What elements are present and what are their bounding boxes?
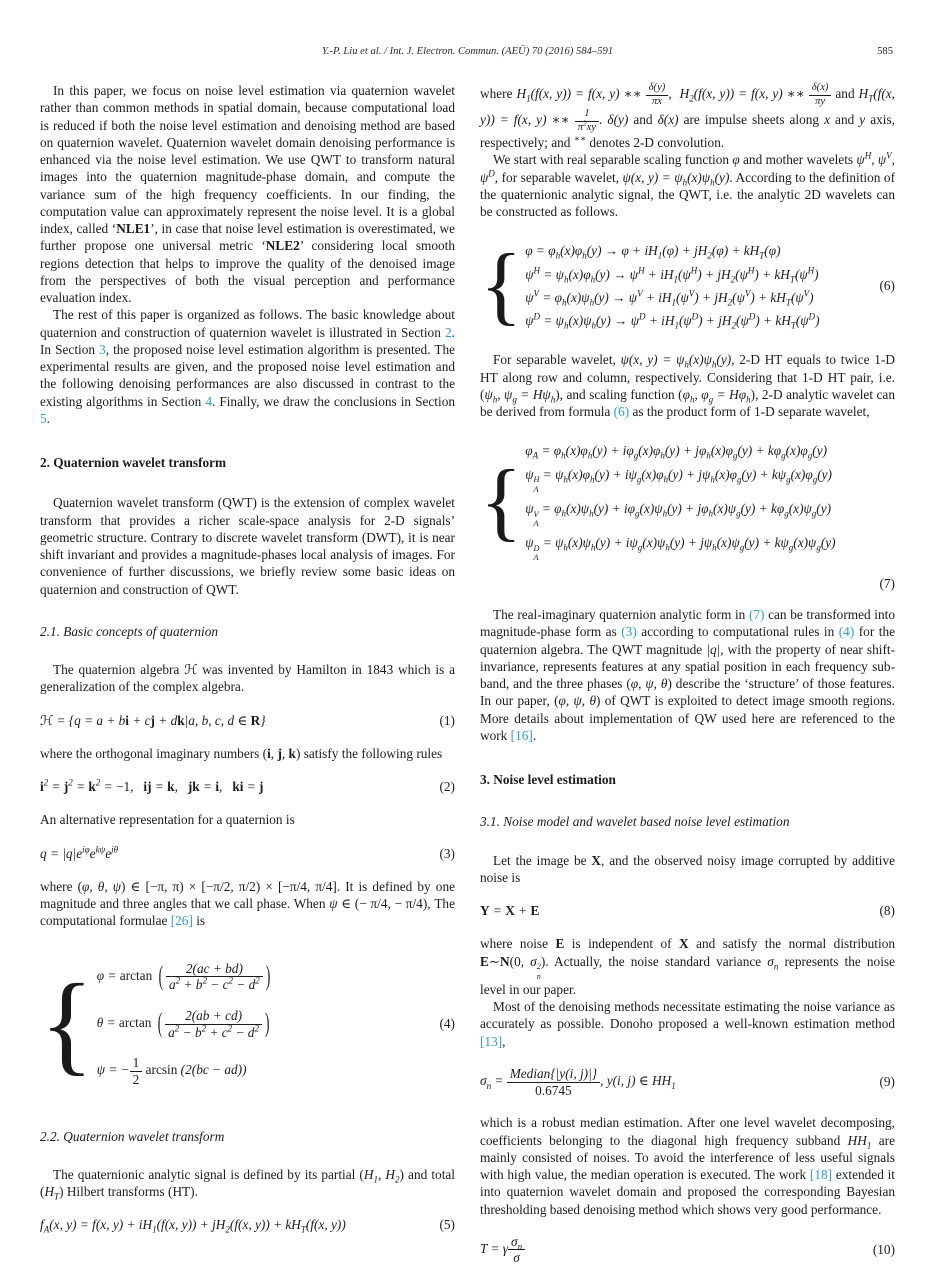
scaling-function-paragraph: We start with real separable scaling function φ and mother wavelets $\psi^H$, $\psi^V$, $\psi^D$, for separable wavelet, ψ(x, $y) = \psi_h(x)\psi_h(y)$. According to the definition of the quaternionic analytic signal, the QWT, i.e. the analytic 2D wavelets can be constructed as follows. [480, 151, 896, 220]
equation-8 [480, 902, 895, 919]
equation-7-number: (7) [879, 575, 895, 591]
noise-model-paragraph: Let the image be X, and the observed noisy image corrupted by additive noise is [480, 852, 895, 885]
donoho-method-paragraph: Most of the denoising methods necessitate estimating the noise variance as accurately as possible. Donoho proposed a well-known estimation method [13], [480, 999, 895, 1049]
equation-3-number: (3) [439, 845, 455, 861]
equation-10-body: T = γ $\frac{\sigma_n}{\sigma}$ [480, 1234, 867, 1266]
equation-6-body: $\varphi = \varphi_h(x)\varphi_h(y) \to \varphi + iH_1(\varphi) + jH_2(\varphi) + kH_T(\varphi)$ $\psi^H = \psi_h(x)\varphi_h(y) \to \psi^H + iH_1(\psi^H) + jH_2(\psi^H) + kH_T(\psi^H)$ $\psi^V = \varphi_h(x)\psi_h(y) \to \psi^V + iH_1(\psi^V) + jH_2(\psi^V) + kH_T(\psi^V)$ $\psi^D = \psi_h(x)\psi_h(y) \to \psi^D + iH_1(\psi^D) + jH_2(\psi^D) + kH_T(\psi^D)$ [525, 243, 820, 331]
equation-6: { $\varphi = \varphi_h(x)\varphi_h(y) \to \varphi + iH_1(\varphi) + jH_2(\varphi) + kH_T(\varphi)$ $\psi^H = \psi_h(x)\varphi_h(y) \to \psi^H + iH_1(\psi^H) + jH_2(\psi^H) + kH_T(\psi^H)$ $\psi^V = \varphi_h(x)\psi_h(y) \to \psi^V + iH_1(\psi^V) + jH_2(\psi^V) + kH_T(\psi^V)$ $\psi^D = \psi_h(x)\psi_h(y) \to \psi^D + iH_1(\psi^D) + jH_2(\psi^D) + kH_T(\psi^D)$ (6) [480, 236, 895, 334]
noise-distribution-paragraph: where noise E is independent of X and satisfy the normal distribution E∼N(0, σ 2 n ). Actually, the noise standard variance $\sigma_n$ represents the noise level in our paper. [480, 936, 895, 997]
citation-link[interactable]: 3 [99, 341, 106, 357]
two-column-body [40, 82, 895, 1282]
equation-7-body: $\varphi_A = \varphi_h(x)\varphi_h(y) + i\varphi_g(x)\varphi_h(y) + j\varphi_h(x)\varphi_g(y) + k\varphi_g(x)\varphi_g(y)$ ψ H A = $\psi_h(x)\varphi_h(y) + i\psi_g(x)\varphi_h(y) + j\psi_h(x)\varphi_g(y) + k\psi_g(x)\varphi_g(y)$ ψ V A = $\varphi_h(x)\psi_h(y) + i\varphi_g(x)\psi_h(y) + j\varphi_h(x)\psi_g(y) + k\varphi_g(x)\psi_g(y)$ ψ D A = $\psi_h(x)\psi_h(y) + i\psi_g(x)\psi_h(y) + j\psi_h(x)\psi_g(y) + k\psi_g(x)\psi_g(y)$ [525, 443, 836, 562]
equation-9 [480, 1066, 895, 1098]
equation-9-body: $\sigma_n$ = $\frac{\text{Median\{|y(i, j)|\}}}{0.6745}$ , y(i, j) ∈ $HH_1$ [480, 1065, 676, 1098]
magnitude-phase-paragraph: The real-imaginary quaternion analytic form in (7) can be transformed into magnitude-phase form as (3) according to computational rules in (4) for the quaternion algebra. The QWT magnitude |q|, with the property of near shift-invariance, represents features at any spatial position in each frequency sub-band, and the three phases (φ, ψ, θ) describe the ‘structure’ of those features. In our paper, (φ, ψ, θ) of QWT is exploited to detect image smooth regions. More details about implementation of QW used here are referenced to the work [16]. [480, 607, 896, 743]
citation-link[interactable]: [16] [510, 727, 533, 743]
citation-link[interactable]: [26] [170, 913, 193, 929]
equation-4-body: φ = arctan ( $\frac{2(ac + bd)}{a^2 + b^2 - c^2 - d^2}$ ) θ = arctan ( $\frac{2(ab + cd)}{a^2 - b^2 + c^2 - d^2}$ ) ψ = − $\frac{1}{2}$ arcsin (2(bc − ad)) [96, 959, 271, 1087]
phase-definition-paragraph: where (φ, θ, ψ) ∈ [−π, π) × [−π/2, π/2) × [−π/4, π/4]. It is defined by one magnitude and three angles that we call phase. When ψ ∈ (− π/4, − π/4), The computational formulae [26] is [40, 878, 455, 929]
left-column [40, 82, 455, 1282]
imaginary-numbers-paragraph: where the orthogonal imaginary numbers (i, j, k) satisfy the following rules [40, 745, 443, 761]
citation-link[interactable]: (7) [748, 607, 765, 623]
equation-10-number: (10) [872, 1242, 895, 1258]
analytic-signal-paragraph: The quaternionic analytic signal is defined by its partial ($H_1$, $H_2$) and total $(H_T)$ Hilbert transforms (HT). [40, 1166, 455, 1202]
running-title: Y.-P. Liu et al. / Int. J. Electron. Commun. (AEÜ) 70 (2016) 584–591 [321, 46, 614, 57]
equation-6-number: (6) [879, 278, 895, 294]
equation-1-number: (1) [439, 712, 455, 728]
equation-4-number: (4) [439, 1016, 455, 1032]
alternative-representation-paragraph: An alternative representation for a quaternion is [40, 812, 295, 828]
equation-5-body: $f_A(x$, y) = f(x, $y) + iH_1(f(x$, $y)) + jH_2(f(x$, $y)) + kH_T(f(x$, y)) [40, 1217, 346, 1236]
citation-link[interactable]: (6) [613, 404, 630, 420]
separable-wavelet-paragraph: For separable wavelet, ψ(x, $y) = \psi_h(x)\psi_h(y)$, 2-D HT equals to twice 1-D HT along row and column, respectively. Considering that 1-D HT pair, i.e. ($\psi_h$, $\psi_g = H\psi_h$), and scaling function ($\varphi_h$, $\varphi_g = H\varphi_h$), 2-D analytic wavelet can be derived from formula (6) as the product form of 1-D separate wavelet, [480, 352, 895, 420]
equation-5 [40, 1216, 455, 1236]
right-column [480, 82, 895, 1282]
quaternion-algebra-paragraph: The quaternion algebra ℋ was invented by Hamilton in 1843 which is a generalization of the complex algebra. [40, 662, 455, 695]
page-number: 585 [877, 46, 893, 57]
equation-10 [480, 1234, 895, 1266]
citation-link[interactable]: 2 [445, 324, 452, 340]
equation-2-body: $i^2 = j^2 = k^2 = -1$, ij = k, jk = i, ki = j [40, 777, 264, 794]
citation-link[interactable]: [13] [480, 1033, 503, 1049]
citation-link[interactable]: [18] [809, 1167, 833, 1182]
equation-3 [40, 845, 455, 862]
citation-link[interactable]: (4) [838, 624, 855, 640]
section-2-heading: 2. Quaternion wavelet transform [40, 455, 227, 470]
equation-9-number: (9) [879, 1074, 895, 1090]
equation-8-body: Y = X + E [480, 903, 540, 919]
page-header [40, 46, 895, 60]
equation-4: { φ = arctan ( $\frac{2(ac + bd)}{a^2 + b^2 - c^2 - d^2}$ ) θ = arctan ( $\frac{2(ab + cd)}{a^2 - b^2 + c^2 - d^2}$ ) ψ = − $\frac{1}{2}$ arcsin (2(bc − ad)) (4) [40, 946, 455, 1103]
citation-link[interactable]: (3) [621, 624, 637, 640]
equation-8-number: (8) [879, 903, 895, 919]
subsection-2-1-heading: 2.1. Basic concepts of quaternion [40, 623, 219, 639]
intro-paragraph: In this paper, we focus on noise level estimation via quaternion wavelet rather than common methods in spatial domain, because computational load is reduced if both the noise level estimation and denoising method are based on quaternion wavelet. Quaternion wavelet domain denoising performance is enhanced via the noise level estimation. We use QWT to transform natural images into the quaternion magnitude-phase domain, and compute the variance sum of the high frequency coefficients. In our finding, the computation value can approximately represent the noise level. It is a global index, called ‘NLE1’, in case that noise level estimation is overestimated, we further propose one universal metric ‘NLE2’ considering local smooth regions detection that helps to improve the quality of the denoised image from the perspectives of both the visual perception and performance evaluation index. [40, 83, 455, 305]
equation-1-body: ℋ = {q = a + bi + cj + dk|a, b, c, d ∈ R} [40, 712, 266, 728]
citation-link[interactable]: 4 [205, 393, 212, 409]
equation-2 [40, 778, 455, 795]
section-3-heading: 3. Noise level estimation [480, 772, 616, 788]
median-estimation-paragraph: which is a robust median estimation. After one level wavelet decomposing, coefficients belonging to the diagonal high frequency subband $HH_1$ are mainly consisted of noises. To avoid the interference of less useful signals with high value, the median operation is executed. The work [18] extended it into quaternion wavelet domain and proposed the corresponding Bayesian thresholding based denoising method which shows very good performance. [480, 1115, 896, 1217]
equation-2-number: (2) [439, 779, 455, 794]
outline-paragraph: The rest of this paper is organized as follows. The basic knowledge about quaternion and construction of quaternion wavelet is illustrated in Section 2. In Section 3, the proposed noise level estimation algorithm is presented. The experimental results are given, and the proposed noise level estimation and the following denoising performances are also discussed in contrast to the existing algorithms in Section 4. Finally, we draw the conclusions in Section 5. [40, 307, 456, 426]
equation-1 [40, 712, 455, 729]
citation-link[interactable]: 5 [40, 410, 47, 426]
hilbert-transforms-paragraph: where $H_1(f(x$, y)) = f(x, y) ∗∗ $\frac{\delta(y)}{\pi x}$ , $H_2(f(x$, y)) = f(x, y) ∗∗ $\frac{\delta(x)}{\pi y}$ and $H_T(f(x$, y)) = f(x, y) ∗∗ $\frac{1}{\pi^2xy}$ . δ(y) and δ(x) are impulse sheets along x and y axis, respectively; and ∗∗ denotes 2-D convolution. [480, 82, 895, 151]
subsection-3-1-heading: 3.1. Noise model and wavelet based noise level estimation [480, 814, 790, 830]
equation-7: { $\varphi_A = \varphi_h(x)\varphi_h(y) + i\varphi_g(x)\varphi_h(y) + j\varphi_h(x)\varphi_g(y) + k\varphi_g(x)\varphi_g(y)$ ψ H A = $\psi_h(x)\varphi_h(y) + i\psi_g(x)\varphi_h(y) + j\psi_h(x)\varphi_g(y) + k\psi_g(x)\varphi_g(y)$ ψ V A = $\varphi_h(x)\psi_h(y) + i\varphi_g(x)\psi_h(y) + j\varphi_h(x)\psi_g(y) + k\varphi_g(x)\psi_g(y)$ ψ D A = $\psi_h(x)\psi_h(y) + i\psi_g(x)\psi_h(y) + j\psi_h(x)\psi_g(y) + k\psi_g(x)\psi_g(y)$ (7) [480, 436, 895, 568]
equation-3-body: $q = |q|e^{i\varphi}e^{k\psi}e^{j\theta}$ [40, 844, 119, 861]
qwt-overview-paragraph: Quaternion wavelet transform (QWT) is the extension of complex wavelet transform that provides a richer scale-space analysis for 2-D signals’ geometric structure. Contrary to discrete wavelet transform (DWT), it is near shift invariant and provides a magnitude-phases local analysis of images. For convenience of further discussions, we briefly review some basic ideas on quaternion and construction of QWT. [40, 495, 455, 597]
subsection-2-2-heading: 2.2. Quaternion wavelet transform [40, 1128, 225, 1144]
equation-5-number: (5) [439, 1217, 455, 1233]
